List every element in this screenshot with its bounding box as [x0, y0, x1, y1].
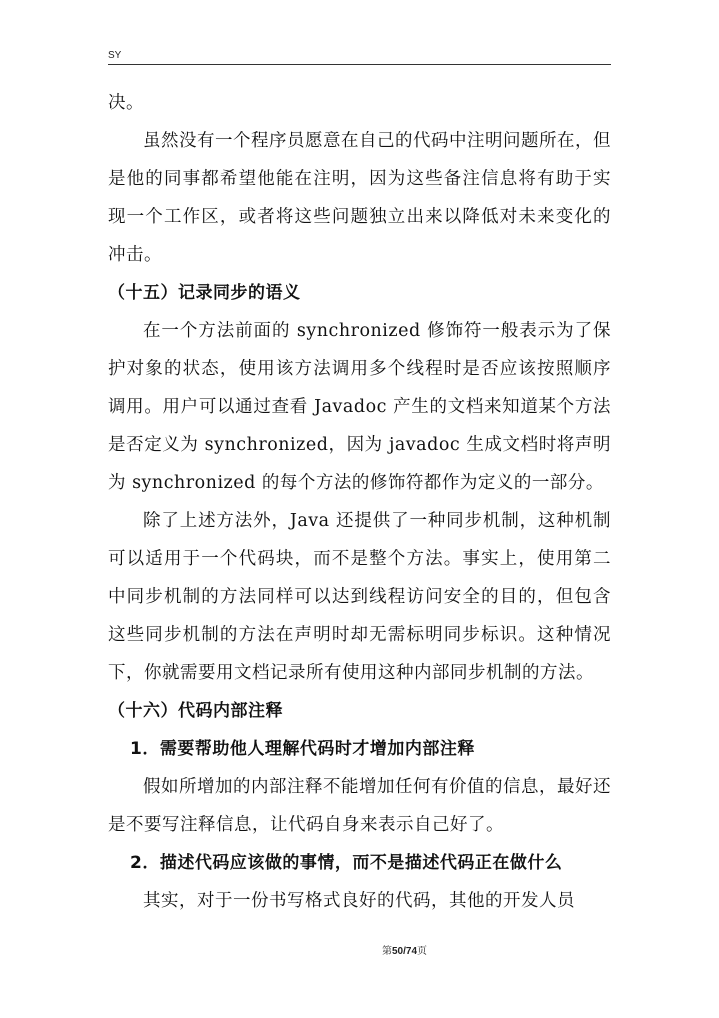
section-heading-16: （十六）代码内部注释 [108, 701, 283, 721]
header-label: SY [108, 50, 122, 61]
paragraph-sync-block: 除了上述方法外，Java 还提供了一种同步机制，这种机制可以适用于一个代码块，而不是整个方法。事实上，使用第二中同步机制的方法同样可以达到线程访问安全的目的，但包含这些同步机制的方法在声明时却无需标明同步标识。这种情况下，你就需要用文档记录所有使用这种内部同步机制的方法。 [108, 511, 611, 683]
paragraph-continuation: 决。 [108, 93, 144, 113]
section-heading-15: （十五）记录同步的语义 [108, 283, 301, 303]
page-count: 50/74 [391, 946, 418, 957]
paragraph-synchronized-modifier: 在一个方法前面的 synchronized 修饰符一般表示为了保护对象的状态，使用该方法调用多个线程时是否应该按照顺序调用。用户可以通过查看 Javadoc 产生的文档来知道某个方法是否定义为 synchronized，因为 javadoc 生成文档时将声明为 synchronized 的每个方法的修饰符都作为定义的一部分。 [108, 321, 611, 493]
page-prefix: 第 [381, 946, 392, 957]
document-body [108, 84, 611, 920]
subheading-1: 1．需要帮助他人理解代码时才增加内部注释 [130, 739, 475, 759]
page-number [0, 942, 719, 957]
subheading-2: 2．描述代码应该做的事情，而不是描述代码正在做什么 [130, 853, 563, 873]
paragraph-problem-notes: 虽然没有一个程序员愿意在自己的代码中注明问题所在，但是他的同事都希望他能在注明，因为这些备注信息将有助于实现一个工作区，或者将这些问题独立出来以降低对未来变化的冲击。 [108, 131, 611, 265]
header-rule [108, 64, 611, 65]
paragraph-internal-comments: 假如所增加的内部注释不能增加任何有价值的信息，最好还是不要写注释信息，让代码自身来表示自己好了。 [108, 777, 611, 835]
paragraph-well-formatted-code: 其实，对于一份书写格式良好的代码，其他的开发人员 [143, 891, 575, 911]
page-suffix: 页 [417, 946, 428, 957]
